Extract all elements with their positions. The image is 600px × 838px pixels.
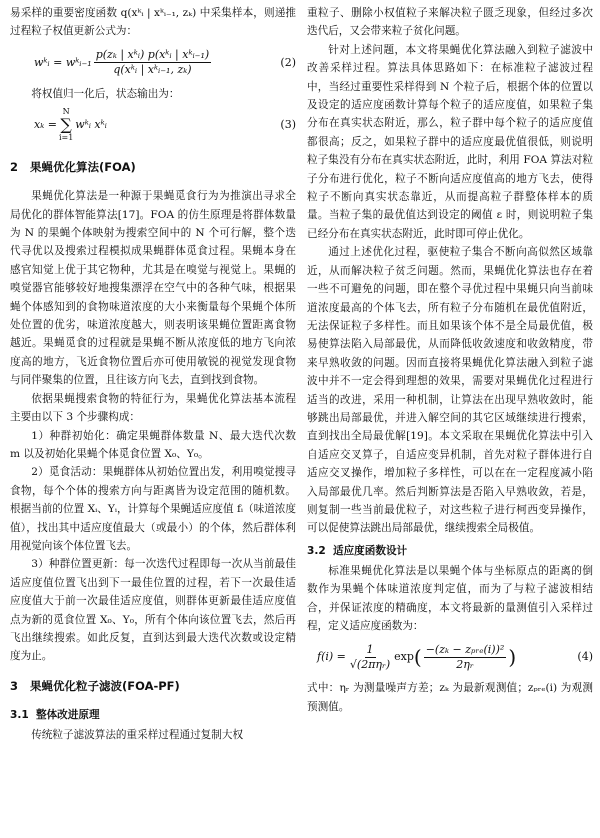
section-3-number: 3 <box>10 678 19 693</box>
eq4-exp-numerator: −(zₖ − zₚᵣₑ(i))² <box>425 642 505 656</box>
section-2-heading <box>10 157 296 177</box>
paragraph-right-4: 标准果蝇优化算法是以果蝇个体与坐标原点的距离的倒数作为果蝇个体味道浓度判定值，而为了与粒子滤波相结合，并保证浓度的精确度，本文将最新的量测值引入采样过程，定义适应度函数为： <box>307 564 593 632</box>
section-2-title: 果蝇优化算法(FOA) <box>30 160 136 175</box>
left-column <box>10 4 296 744</box>
eq4-exp-denominator: 2ηᵣ <box>456 657 474 671</box>
eq2-numerator: p(zₖ | xᵏᵢ) p(xᵏᵢ | xᵏᵢ₋₁) <box>95 48 210 62</box>
section-2-number: 2 <box>10 160 19 175</box>
section-3-1-title: 整体改进原理 <box>36 708 100 721</box>
equation-3 <box>10 103 296 147</box>
eq4-coef-denominator: √(2πηᵣ) <box>349 657 391 671</box>
eq4-number: (4) <box>577 650 593 664</box>
eq2-number: (2) <box>280 55 296 69</box>
sigma-icon: ∑ <box>60 115 72 135</box>
eq2-lhs: wᵏᵢ = wᵏᵢ₋₁ <box>34 55 92 69</box>
eq3-sum-bottom: i=1 <box>58 133 74 143</box>
paragraph-right-1: 重粒子、删除小权值粒子来解决粒子匮乏现象，但经过多次迭代后，又会带来粒子贫化问题。 <box>307 7 593 38</box>
eq4-exp: exp <box>394 650 414 664</box>
equation-2 <box>10 41 296 85</box>
paragraph-3-1: 传统粒子滤波算法的重采样过程通过复制大权 <box>31 728 244 741</box>
paragraph-step-3: 3）种群位置更新：每一次迭代过程即每一次从当前最佳适应度值位置飞出到下一最佳位置的过程，若下一次最佳适应度值大于前一次最佳适应度值，则群体更新最佳适应度值点为新的觅食位置 X₀、Y₀，所有个体向该位置飞去，然后再飞出继续搜索。如此反复，直到达到最大迭代次数或设定精度为止。 <box>10 558 296 663</box>
left-paren-icon: ( <box>413 645 422 670</box>
section-3-2-title: 适应度函数设计 <box>333 544 408 557</box>
eq3-number: (3) <box>280 118 296 132</box>
eq4-coefficient <box>348 643 392 672</box>
paragraph-foa-1: 果蝇优化算法是一种源于果蝇觅食行为为推演出寻求全局优化的群体智能算法[17]。FOA 的仿生原理是将群体数量为 N 的果蝇个体映射为搜索空间中的 N 个可行解，整个迭代寻优以及搜索过程模拟成果蝇群体觅食过程。果蝇本身在感官知觉上优于其它物种，尤其是在嗅觉与视觉上。果蝇的嗅觉器官能够较好地搜集漂浮在空气中的各种气味，根据果蝇个体感知到的食物味道浓度的大小来衡量每个果蝇个体所处位置的优劣，味道浓度越大，则表明该果蝇位置距离食物越近。果蝇觅食的过程就是果蝇不断从浓度低的地方飞向浓度高的地方，飞近食物位置后亦可使用敏锐的视觉发现食物与同伴聚集的位置，且往该方向飞去，直到找到食物。 <box>10 190 296 387</box>
eq2-fraction <box>94 48 211 77</box>
eq3-sum <box>59 107 73 143</box>
equation-4 <box>307 635 593 679</box>
section-3-2-number: 3.2 <box>307 544 326 557</box>
paragraph-intro: 易采样的重要密度函数 q(xᵏᵢ | xᵏᵢ₋₁, zₖ) 中采集样本，则递推过程粒子权值更新公式为： <box>10 7 296 38</box>
eq3-sum-top: N <box>62 107 70 117</box>
eq4-coef-numerator: 1 <box>366 642 374 656</box>
eq3-lhs: xₖ = <box>34 118 57 132</box>
section-3-title: 果蝇优化粒子滤波(FOA-PF) <box>30 678 180 693</box>
eq4-lhs: f(i) = <box>317 650 346 664</box>
section-3-2-heading <box>307 542 593 560</box>
paragraph-step-1: 1）种群初始化：确定果蝇群体数量 N、最大迭代次数 m 以及初始化果蝇个体觅食位置 X₀、Y₀。 <box>10 429 296 460</box>
right-paren-icon: ) <box>508 645 517 670</box>
section-3-1-number: 3.1 <box>10 708 29 721</box>
paragraph-right-5: 式中：ηᵣ 为测量噪声方差；zₖ 为最新观测值；zₚᵣₑ(i) 为观测预测值。 <box>307 682 593 713</box>
right-column <box>307 4 593 716</box>
paragraph-right-2: 针对上述问题，本文将果蝇优化算法融入到粒子滤波中改善采样过程。算法具体思路如下：在标准粒子滤波过程中，当经过重要性采样得到 N 个粒子后，根据个体的位置以及设定的适应度函数计算每个粒子的适应度值，如果粒子集分布在真实状态附近，那么，粒子群中每个粒子的适应度值都很高；反之，如果粒子群中的适应度最优值很低，则说明粒子集没有分布在真实状态附近，此时，利用 FOA 算法对粒子分布进行优化，粒子不断向适应度值高的地方飞去，使得粒子不断向真实状态靠近，从而提高粒子群整体样本的质量。当粒子集的最优值达到设定的阈值 ε 时，则说明粒子集已经分布在真实状态附近，此时即可停止优化。 <box>307 43 593 240</box>
section-3-1-heading <box>10 706 296 724</box>
paragraph-right-3: 通过上述优化过程，驱使粒子集合不断向高似然区域靠近，从而解决粒子贫乏问题。然而，果蝇优化算法也存在着一些不可避免的问题，即在整个寻优过程中果蝇只向当前味道浓度最高的个体飞去，所有粒子分布随机在最优值附近，无法保证粒子多样性。而且如果该个体不是全局最优值，极易使算法陷入局部最优，从而降低收敛速度和收敛精度，带来早熟收敛的问题。因而直接将果蝇优化算法融入到粒子滤波中并不一定会得到理想的效果，需要对果蝇优化过程进行适当的改进，采用一种机制，让算法在出现早熟收敛时，能够跳出局部最优，并进入解空间的其它区域继续进行搜索，直到找出全局最优解[19]。本文采取在果蝇优化算法中引入自适应交叉算子，自适应变异机制，首先对粒子群体进行自适应交叉操作，增加粒子多样性，可以在在一定程度减小陷入局部最优几率。然后判断算法是否陷入早熟收敛，若是，则复制一些当前最优粒子，对这些粒子进行柯西变异操作，可以促使算法跳出局部最优，继续搜索全局极值。 <box>307 246 593 535</box>
paragraph-foa-2: 依据果蝇搜索食物的特征行为，果蝇优化算法基本流程主要由以下 3 个步骤构成： <box>10 392 296 424</box>
paragraph-step-2: 2）觅食活动：果蝇群体从初始位置出发，利用嗅觉搜寻食物，每个个体的搜索方向与距离皆为设定范围的随机数。根据当前的位置 Xᵢ、Yᵢ，计算每个果蝇适应度值 fᵢ（味道浓度值），找出其中适应度值最大（或最小）的个体，然后群体利用视觉向该个体位置飞去。 <box>10 466 296 552</box>
eq3-rhs: wᵏᵢ xᵏᵢ <box>75 118 107 132</box>
eq2-denominator: q(xᵏᵢ | xᵏᵢ₋₁, zₖ) <box>113 63 192 77</box>
eq4-exponent <box>424 643 507 672</box>
paragraph-normalize: 将权值归一化后，状态输出为： <box>31 87 180 100</box>
section-3-heading <box>10 676 296 696</box>
